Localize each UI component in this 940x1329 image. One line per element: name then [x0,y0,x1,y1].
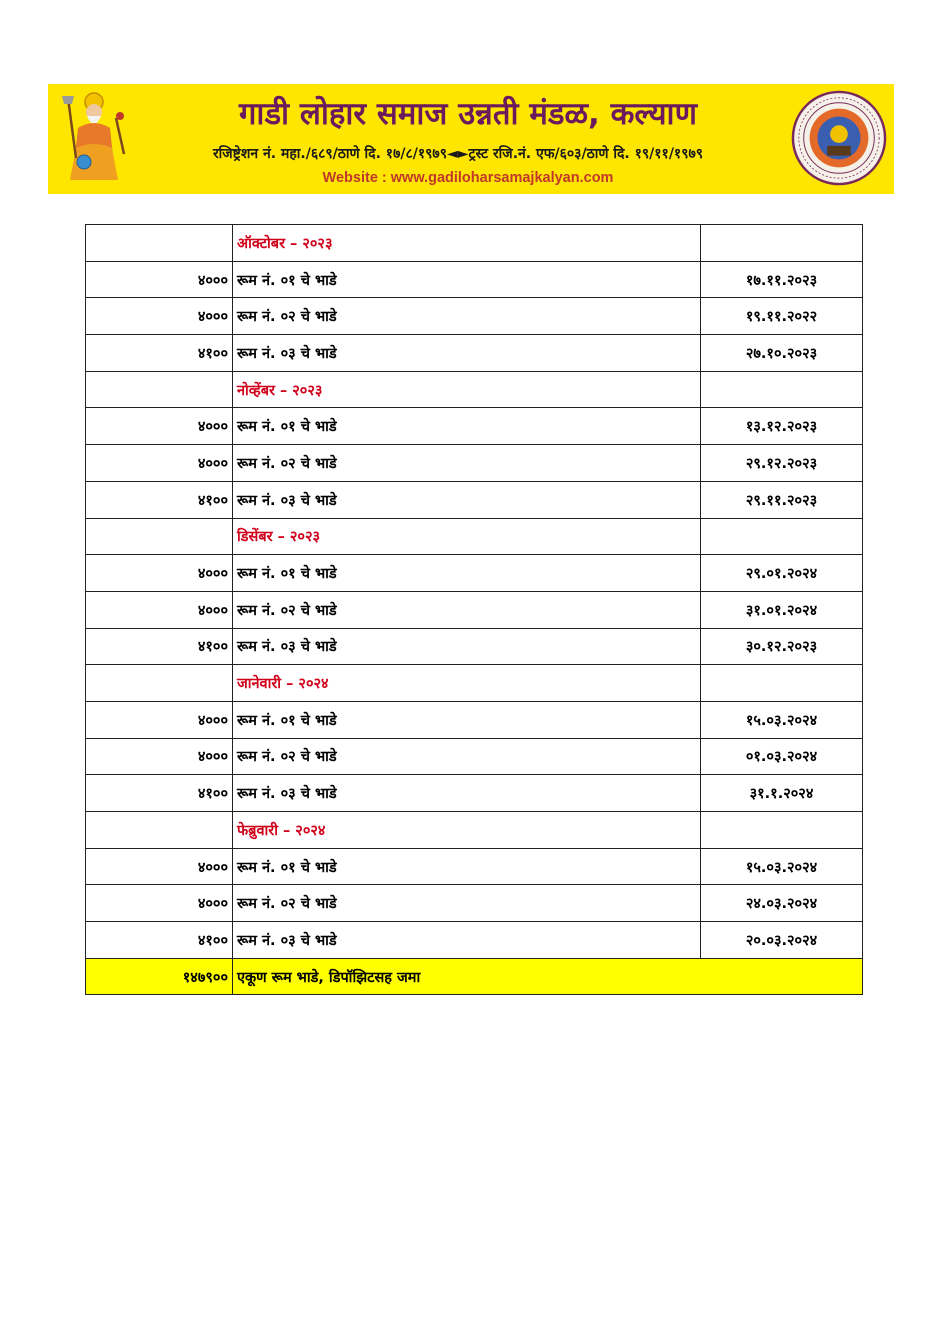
rent-description: रूम नं. ०३ चे भाडे [233,481,701,518]
rent-amount: ४००० [86,261,233,298]
amount-cell [86,225,233,262]
month-label: नोव्हेंबर – २०२३ [233,371,701,408]
rent-amount: ४००० [86,555,233,592]
rent-amount: ४००० [86,591,233,628]
rent-description: रूम नं. ०२ चे भाडे [233,445,701,482]
month-header-row [86,665,863,702]
table-row [86,261,863,298]
table-row [86,298,863,335]
amount-cell [86,518,233,555]
payment-date: १५.०३.२०२४ [701,701,863,738]
payment-date: २४.०३.२०२४ [701,885,863,922]
date-cell [701,225,863,262]
rent-amount: ४००० [86,445,233,482]
payment-date: ०१.०३.२०२४ [701,738,863,775]
website-link[interactable]: Website : www.gadiloharsamajkalyan.com [322,170,614,186]
total-amount: १४७९०० [86,958,233,995]
payment-date: १९.११.२०२२ [701,298,863,335]
table-row [86,848,863,885]
rent-description: रूम नं. ०२ चे भाडे [233,885,701,922]
rent-description: रूम नं. ०३ चे भाडे [233,775,701,812]
rent-description: रूम नं. ०२ चे भाडे [233,298,701,335]
table-row [86,628,863,665]
rent-amount: ४१०० [86,775,233,812]
table-row [86,775,863,812]
organization-name: गाडी लोहार समाज उन्नती मंडळ, कल्याण [238,96,697,132]
rent-description: रूम नं. ०१ चे भाडे [233,848,701,885]
month-header-row [86,371,863,408]
rent-amount: ४१०० [86,481,233,518]
rent-amount: ४१०० [86,335,233,372]
organization-seal-icon [790,89,888,187]
rent-description: रूम नं. ०१ चे भाडे [233,555,701,592]
month-header-row [86,225,863,262]
payment-date: २९.११.२०२३ [701,481,863,518]
rent-description: रूम नं. ०२ चे भाडे [233,591,701,628]
rent-description: रूम नं. ०१ चे भाडे [233,408,701,445]
payment-date: १५.०३.२०२४ [701,848,863,885]
month-header-row [86,812,863,849]
rent-description: रूम नं. ०३ चे भाडे [233,628,701,665]
header-banner [48,84,894,194]
date-cell [701,518,863,555]
payment-date: २९.०१.२०२४ [701,555,863,592]
payment-date: १७.११.२०२३ [701,261,863,298]
rent-amount: ४१०० [86,922,233,959]
month-label: जानेवारी – २०२४ [233,665,701,702]
rent-amount: ४१०० [86,628,233,665]
table-row [86,481,863,518]
payment-date: २७.१०.२०२३ [701,335,863,372]
rent-description: रूम नं. ०३ चे भाडे [233,922,701,959]
month-label: ऑक्टोबर – २०२३ [233,225,701,262]
table-row [86,335,863,372]
rent-amount: ४००० [86,885,233,922]
rent-description: रूम नं. ०१ चे भाडे [233,261,701,298]
rent-amount: ४००० [86,738,233,775]
rent-amount: ४००० [86,848,233,885]
total-row [86,958,863,995]
amount-cell [86,665,233,702]
amount-cell [86,371,233,408]
table-row [86,591,863,628]
rent-amount: ४००० [86,701,233,738]
rent-description: रूम नं. ०१ चे भाडे [233,701,701,738]
table-row [86,885,863,922]
amount-cell [86,812,233,849]
table-row [86,922,863,959]
rent-amount: ४००० [86,408,233,445]
rent-ledger-table [85,224,863,995]
payment-date: ३१.०१.२०२४ [701,591,863,628]
rent-description: रूम नं. ०३ चे भाडे [233,335,701,372]
payment-date: २९.१२.२०२३ [701,445,863,482]
table-row [86,445,863,482]
table-row [86,555,863,592]
payment-date: ३१.१.२०२४ [701,775,863,812]
table-row [86,738,863,775]
month-label: डिसेंबर – २०२३ [233,518,701,555]
registration-details: रजिष्ट्रेशन नं. महा./६८९/ठाणे दि. १७/८/१९७९◄►ट्रस्ट रजि.नं. एफ/६०३/ठाणे दि. १९/११/१९७९ [212,146,704,162]
table-row [86,701,863,738]
payment-date: २०.०३.२०२४ [701,922,863,959]
rent-amount: ४००० [86,298,233,335]
date-cell [701,812,863,849]
table-row [86,408,863,445]
vishwakarma-figure-icon [54,88,134,188]
payment-date: ३०.१२.२०२३ [701,628,863,665]
rent-description: रूम नं. ०२ चे भाडे [233,738,701,775]
date-cell [701,371,863,408]
date-cell [701,665,863,702]
total-label: एकूण रूम भाडे, डिपॉझिटसह जमा [233,958,863,995]
month-label: फेब्रुवारी – २०२४ [233,812,701,849]
month-header-row [86,518,863,555]
payment-date: १३.१२.२०२३ [701,408,863,445]
